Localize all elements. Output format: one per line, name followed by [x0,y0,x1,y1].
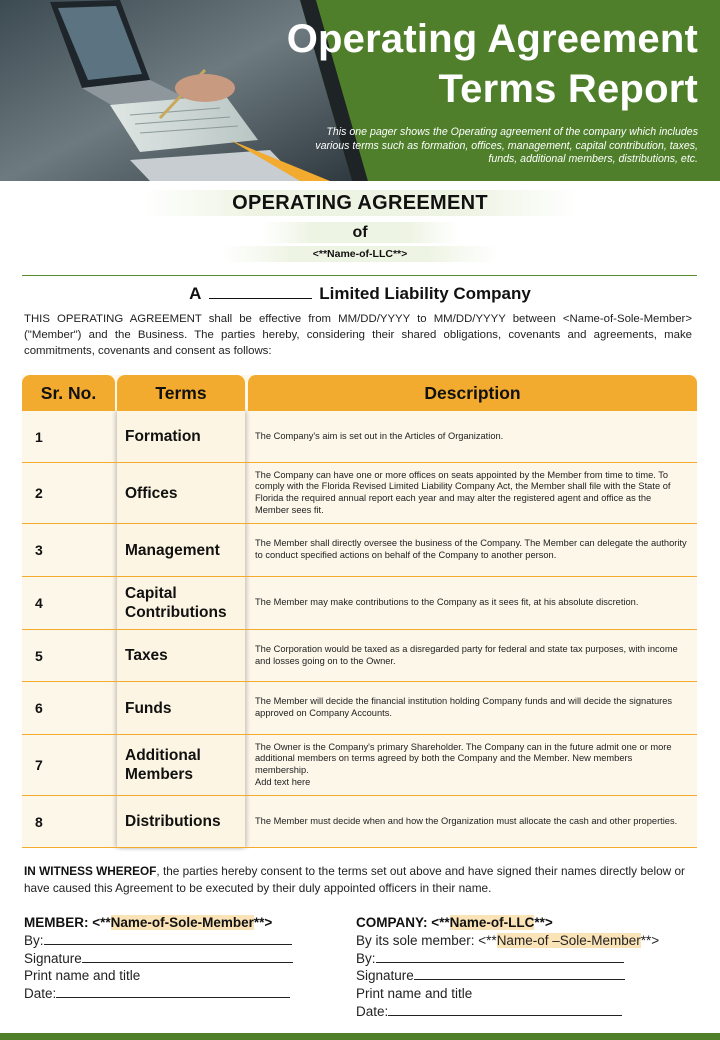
sole-member-placeholder[interactable]: Name-of –Sole-Member [496,932,641,948]
company-signature-line: Signature [356,967,706,985]
agreement-title: OPERATING AGREEMENT [0,192,720,215]
title-line-2: Terms Report [438,67,698,111]
row-term: Additional Members [125,747,201,783]
table-row [22,577,697,630]
row-number: 8 [35,813,43,830]
company-date-field[interactable] [388,1003,622,1016]
member-print-name: Print name and title [24,968,141,984]
witness-paragraph [24,863,694,897]
company-signature-block [356,914,706,1021]
member-by-field[interactable] [44,932,292,945]
header-description: Description [248,375,697,411]
witness-text: , the parties hereby consent to the terms set out above and have signed their names directly below or have caused this Agreement to be executed by their duly appointed officers in their name. [24,864,685,895]
row-term: Capital Contributions [125,585,227,621]
company-by-line: By: [356,950,706,968]
member-name-placeholder[interactable]: Name-of-Sole-Member [110,915,254,930]
table-row [22,735,697,796]
member-date-line: Date: [24,985,324,1003]
table-row [22,524,697,577]
member-signature-line: Signature [24,950,324,968]
llc-name: <**Name-of-LLC**> [0,248,720,260]
row-description: The Member must decide when and how the Organization must allocate the cash and other properties. [255,815,678,826]
table-row [22,682,697,735]
terms-table [22,375,697,848]
title-line-1: Operating Agreement [286,17,698,61]
row-term: Funds [125,699,172,717]
company-blank [209,285,312,299]
company-print-name: Print name and title [356,986,473,1002]
row-term: Distributions [125,813,221,830]
row-description: The Company's aim is set out in the Articles of Organization. [255,430,504,441]
row-description: The Company can have one or more offices on seats appointed by the Member from time to time. To comply with the Florida Revised Limited Liability Company Act, the Member shall file with the State of Florida the required annual report each year and may alter the registered agent and office as the Member sees fit. [255,469,671,515]
company-name-placeholder[interactable]: Name-of-LLC [449,915,535,930]
row-number: 7 [35,757,43,773]
witness-heading: IN WITNESS WHEREOF [24,864,157,878]
row-description: The Corporation would be taxed as a disregarded party for federal and state tax purposes, with income and losses going on to the Owner. [255,643,678,666]
company-line [0,284,720,304]
row-number: 4 [35,595,43,611]
header-banner [0,0,720,181]
company-suffix: Limited Liability Company [319,284,531,303]
footer-bar [0,1033,720,1040]
row-description: The Member shall directly oversee the business of the Company. The Member can delegate the authority to conduct specified actions on behalf of the Company to another person. [255,538,687,560]
row-description: The Member may make contributions to the Company as it sees fit, at his absolute discretion. [255,597,639,608]
row-description: The Member will decide the financial institution holding Company funds and will decide the signatures approved on Company Accounts. [255,696,673,718]
row-number: 2 [35,485,43,501]
member-by-line: By: [24,932,324,950]
row-number: 5 [35,647,43,664]
table-row [22,411,697,463]
company-signature-field[interactable] [414,967,625,980]
page-title [228,14,698,114]
row-description: The Owner is the Company's primary Shareholder. The Company can in the future admit one or more additional members on terms agreed by both the Company and the Member. New members membership. Add text here [255,741,672,787]
row-number: 3 [35,542,43,558]
company-date-line: Date: [356,1003,706,1021]
divider [22,275,697,276]
company-prefix: A [189,284,201,303]
row-term: Taxes [125,647,168,664]
member-date-field[interactable] [56,985,290,998]
row-number: 6 [35,700,43,716]
header-sr-no: Sr. No. [22,375,115,411]
company-heading: COMPANY: <**Name-of-LLC**> [356,915,553,930]
table-row [22,630,697,682]
row-number: 1 [35,428,43,445]
intro-paragraph: THIS OPERATING AGREEMENT shall be effective from MM/DD/YYYY to MM/DD/YYYY between <Name-of-Sole-Member> ("Member") and the Business. The parties hereby, considering their shared obligations, covenants and agreements, make commitments, covenants and consent as follows: [24,313,692,357]
member-heading: MEMBER: <**Name-of-Sole-Member**> [24,915,273,930]
agreement-of: of [0,224,720,242]
header-subtitle: This one pager shows the Operating agreement of the company which includes various terms such as formation, offices, management, capital contribution, taxes, funds, additional members, distributions, etc. [315,126,698,165]
row-term: Management [125,541,220,559]
header-terms: Terms [117,375,245,411]
company-sole-member: By its sole member: <**Name-of –Sole-Member**> [356,932,660,948]
member-signature-field[interactable] [82,950,293,963]
table-row [22,796,697,848]
company-by-field[interactable] [376,950,624,963]
member-signature-block [24,914,324,1003]
table-row [22,463,697,524]
row-term: Formation [125,428,201,445]
row-term: Offices [125,484,178,502]
